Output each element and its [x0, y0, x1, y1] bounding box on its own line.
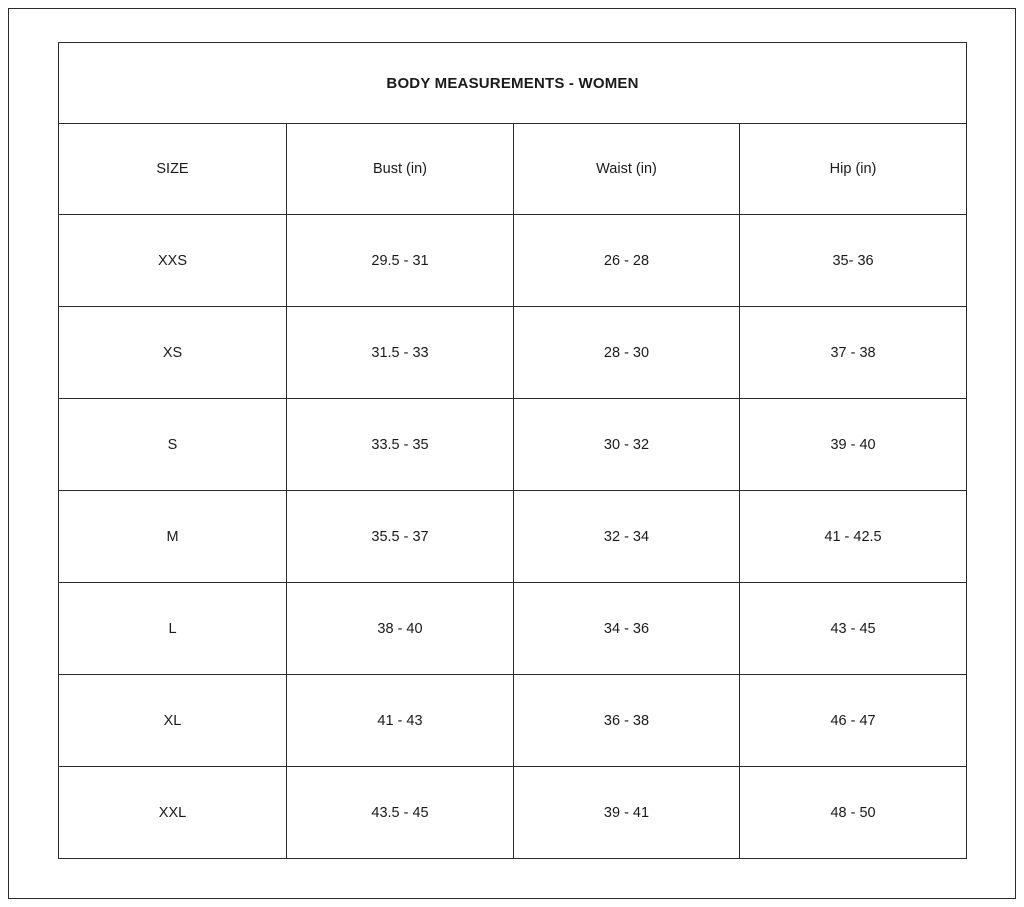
- column-header-waist: Waist (in): [514, 124, 740, 215]
- cell-hip: 46 - 47: [740, 675, 967, 767]
- column-header-size: SIZE: [59, 124, 287, 215]
- cell-bust: 35.5 - 37: [287, 491, 514, 583]
- cell-size: XL: [59, 675, 287, 767]
- table-row: [59, 399, 967, 491]
- column-header-bust: Bust (in): [287, 124, 514, 215]
- table-row: [59, 491, 967, 583]
- cell-size: XXL: [59, 767, 287, 859]
- cell-size: S: [59, 399, 287, 491]
- cell-hip: 35- 36: [740, 215, 967, 307]
- cell-size: XS: [59, 307, 287, 399]
- table-row: [59, 675, 967, 767]
- cell-hip: 39 - 40: [740, 399, 967, 491]
- cell-bust: 31.5 - 33: [287, 307, 514, 399]
- size-chart-container: [58, 42, 966, 859]
- cell-waist: 28 - 30: [514, 307, 740, 399]
- cell-bust: 33.5 - 35: [287, 399, 514, 491]
- cell-waist: 36 - 38: [514, 675, 740, 767]
- cell-bust: 43.5 - 45: [287, 767, 514, 859]
- cell-size: M: [59, 491, 287, 583]
- body-measurements-table: [58, 42, 967, 859]
- column-header-hip: Hip (in): [740, 124, 967, 215]
- cell-waist: 32 - 34: [514, 491, 740, 583]
- cell-waist: 30 - 32: [514, 399, 740, 491]
- table-header-row: [59, 124, 967, 215]
- table-row: [59, 307, 967, 399]
- cell-size: XXS: [59, 215, 287, 307]
- cell-bust: 38 - 40: [287, 583, 514, 675]
- cell-hip: 37 - 38: [740, 307, 967, 399]
- table-row: [59, 215, 967, 307]
- cell-size: L: [59, 583, 287, 675]
- table-title-row: [59, 43, 967, 124]
- cell-waist: 39 - 41: [514, 767, 740, 859]
- cell-waist: 34 - 36: [514, 583, 740, 675]
- cell-bust: 41 - 43: [287, 675, 514, 767]
- cell-hip: 43 - 45: [740, 583, 967, 675]
- table-title: BODY MEASUREMENTS - WOMEN: [59, 43, 967, 124]
- table-row: [59, 583, 967, 675]
- cell-hip: 48 - 50: [740, 767, 967, 859]
- table-row: [59, 767, 967, 859]
- cell-hip: 41 - 42.5: [740, 491, 967, 583]
- cell-waist: 26 - 28: [514, 215, 740, 307]
- cell-bust: 29.5 - 31: [287, 215, 514, 307]
